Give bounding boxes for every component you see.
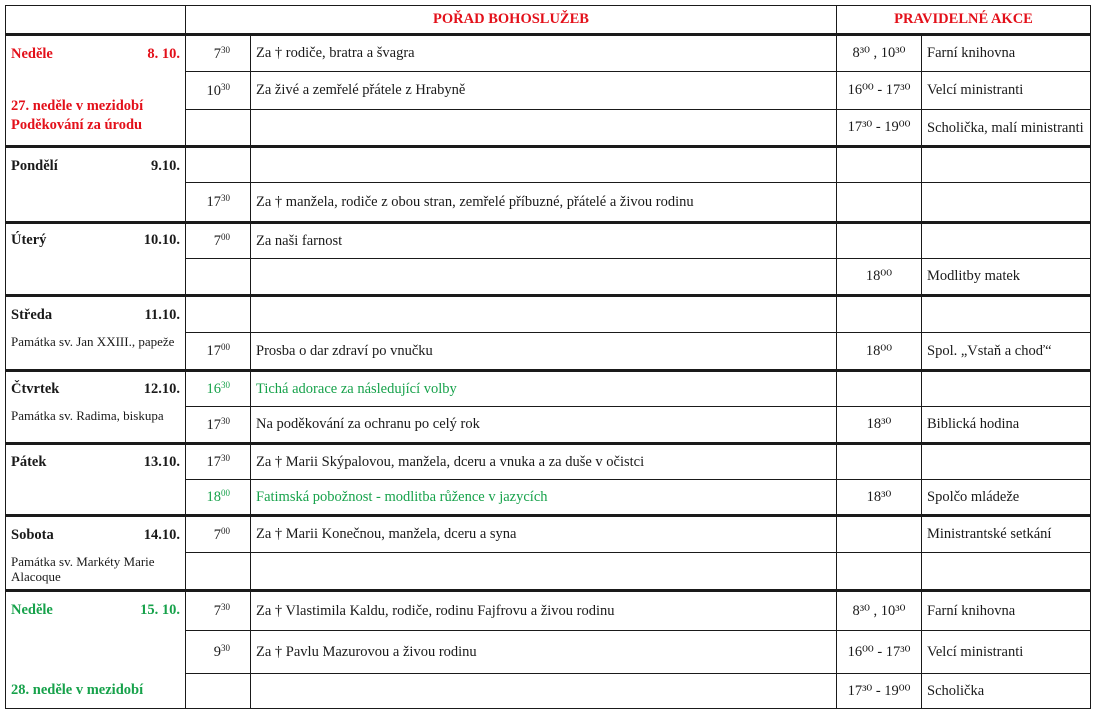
day-heading [11,381,180,398]
event-time [837,516,922,553]
day-name: Čtvrtek [11,381,60,397]
day-cell-sunday-1 [6,35,186,147]
service-desc: Za † Marii Skýpalovou, manžela, dceru a vnuka a za duše v očistci [251,444,837,480]
event-name: Scholička [922,674,1091,709]
service-desc: Za živé a zemřelé přátele z Hrabyně [251,72,837,110]
day-date: 9.10. [151,158,180,174]
service-desc: Za † Pavlu Mazurovou a živou rodinu [251,631,837,674]
table-row [6,591,1091,631]
event-name: Farní knihovna [922,35,1091,72]
day-name: Pátek [11,454,47,470]
service-time: $9^{30}$ [186,631,251,674]
day-name: Neděle [11,602,53,618]
service-desc [251,110,837,147]
day-date: 15. 10. [140,602,180,618]
event-time: 8³⁰ , 10³⁰ [837,591,922,631]
header-blank-cell [6,6,186,35]
event-name: Farní knihovna [922,591,1091,631]
event-name: Velcí ministranti [922,631,1091,674]
day-date: 8. 10. [147,46,180,62]
event-time [837,147,922,183]
table-row [6,371,1091,407]
day-date: 13.10. [143,454,180,470]
service-time [186,674,251,709]
day-heading [11,307,180,324]
sunday-note-line: 27. neděle v mezidobí [11,98,144,114]
table-row [6,35,1091,72]
service-time: $7^{00}$ [186,223,251,259]
event-name: Modlitby matek [922,259,1091,296]
service-time: $7^{00}$ [186,516,251,553]
day-cell-monday [6,147,186,223]
event-name [922,183,1091,223]
day-date: 10.10. [143,232,180,248]
service-time: $17^{30}$ [186,183,251,223]
event-time: 8³⁰ , 10³⁰ [837,35,922,72]
event-name: Spol. „Vstaň a choď“ [922,333,1091,371]
event-time: 17³⁰ - 19⁰⁰ [837,110,922,147]
service-desc: Za † rodiče, bratra a švagra [251,35,837,72]
event-name [922,553,1091,591]
service-desc [251,553,837,591]
event-time: 18⁰⁰ [837,259,922,296]
day-cell-tuesday [6,223,186,296]
event-name [922,371,1091,407]
day-heading [11,527,180,544]
service-desc [251,296,837,333]
service-time [186,147,251,183]
event-time [837,183,922,223]
service-desc: Za † manžela, rodiče z obou stran, zemřelé příbuzné, přátelé a živou rodinu [251,183,837,223]
table-row [6,444,1091,480]
day-heading [11,602,180,619]
event-time [837,223,922,259]
event-time: 17³⁰ - 19⁰⁰ [837,674,922,709]
event-time [837,371,922,407]
day-heading [11,46,180,63]
day-cell-wednesday [6,296,186,371]
service-desc: Za naši farnost [251,223,837,259]
service-time [186,296,251,333]
service-desc [251,259,837,296]
service-time: $7^{30}$ [186,591,251,631]
event-time [837,444,922,480]
event-time: 18³⁰ [837,480,922,516]
service-desc: Za † Vlastimila Kaldu, rodiče, rodinu Fajfrovu a živou rodinu [251,591,837,631]
day-heading [11,454,180,471]
day-name: Sobota [11,527,54,543]
service-desc [251,674,837,709]
service-time: $7^{30}$ [186,35,251,72]
day-date: 14.10. [143,527,180,543]
table-row [6,147,1091,183]
event-name [922,147,1091,183]
service-time: $16^{30}$ [186,371,251,407]
day-heading [11,158,180,175]
day-name: Neděle [11,46,53,62]
service-desc [251,147,837,183]
day-note: Památka sv. Radima, biskupa [11,408,164,423]
day-name: Pondělí [11,158,58,174]
sunday-note-line: Poděkování za úrodu [11,117,143,133]
day-heading [11,232,180,249]
service-desc: Na poděkování za ochranu po celý rok [251,407,837,444]
service-time: $18^{00}$ [186,480,251,516]
service-time: $17^{30}$ [186,407,251,444]
event-name [922,223,1091,259]
sunday-note: 28. neděle v mezidobí [11,682,144,698]
service-desc: Tichá adorace za následující volby [251,371,837,407]
events-title: PRAVIDELNÉ AKCE [837,6,1091,35]
event-name: Biblická hodina [922,407,1091,444]
table-row [6,223,1091,259]
day-cell-sunday-2 [6,591,186,709]
day-name: Středa [11,307,53,323]
event-name [922,444,1091,480]
event-name [922,296,1091,333]
day-cell-friday [6,444,186,516]
day-note: Památka sv. Markéty Marie Alacoque [11,554,155,584]
event-name: Scholička, malí ministranti [922,110,1091,147]
day-name: Úterý [11,232,47,248]
event-time [837,553,922,591]
service-time [186,259,251,296]
event-time: 18³⁰ [837,407,922,444]
services-title: POŘAD BOHOSLUŽEB [186,6,837,35]
event-time [837,296,922,333]
schedule-table [5,5,1091,709]
event-time: 18⁰⁰ [837,333,922,371]
service-desc: Fatimská pobožnost - modlitba růžence v jazycích [251,480,837,516]
event-name: Ministrantské setkání [922,516,1091,553]
service-desc: Prosba o dar zdraví po vnučku [251,333,837,371]
day-cell-thursday [6,371,186,444]
service-time [186,110,251,147]
header-row [6,6,1091,35]
sunday-note [11,97,180,135]
event-time: 16⁰⁰ - 17³⁰ [837,631,922,674]
day-date: 12.10. [143,381,180,397]
service-desc: Za † Marii Konečnou, manžela, dceru a syna [251,516,837,553]
day-cell-saturday [6,516,186,591]
event-name: Spolčo mládeže [922,480,1091,516]
event-name: Velcí ministranti [922,72,1091,110]
event-time: 16⁰⁰ - 17³⁰ [837,72,922,110]
service-time: $17^{30}$ [186,444,251,480]
day-note: Památka sv. Jan XXIII., papeže [11,334,175,349]
service-time [186,553,251,591]
day-date: 11.10. [144,307,180,323]
service-time: $10^{30}$ [186,72,251,110]
service-time: $17^{00}$ [186,333,251,371]
table-row [6,296,1091,333]
table-row [6,516,1091,553]
